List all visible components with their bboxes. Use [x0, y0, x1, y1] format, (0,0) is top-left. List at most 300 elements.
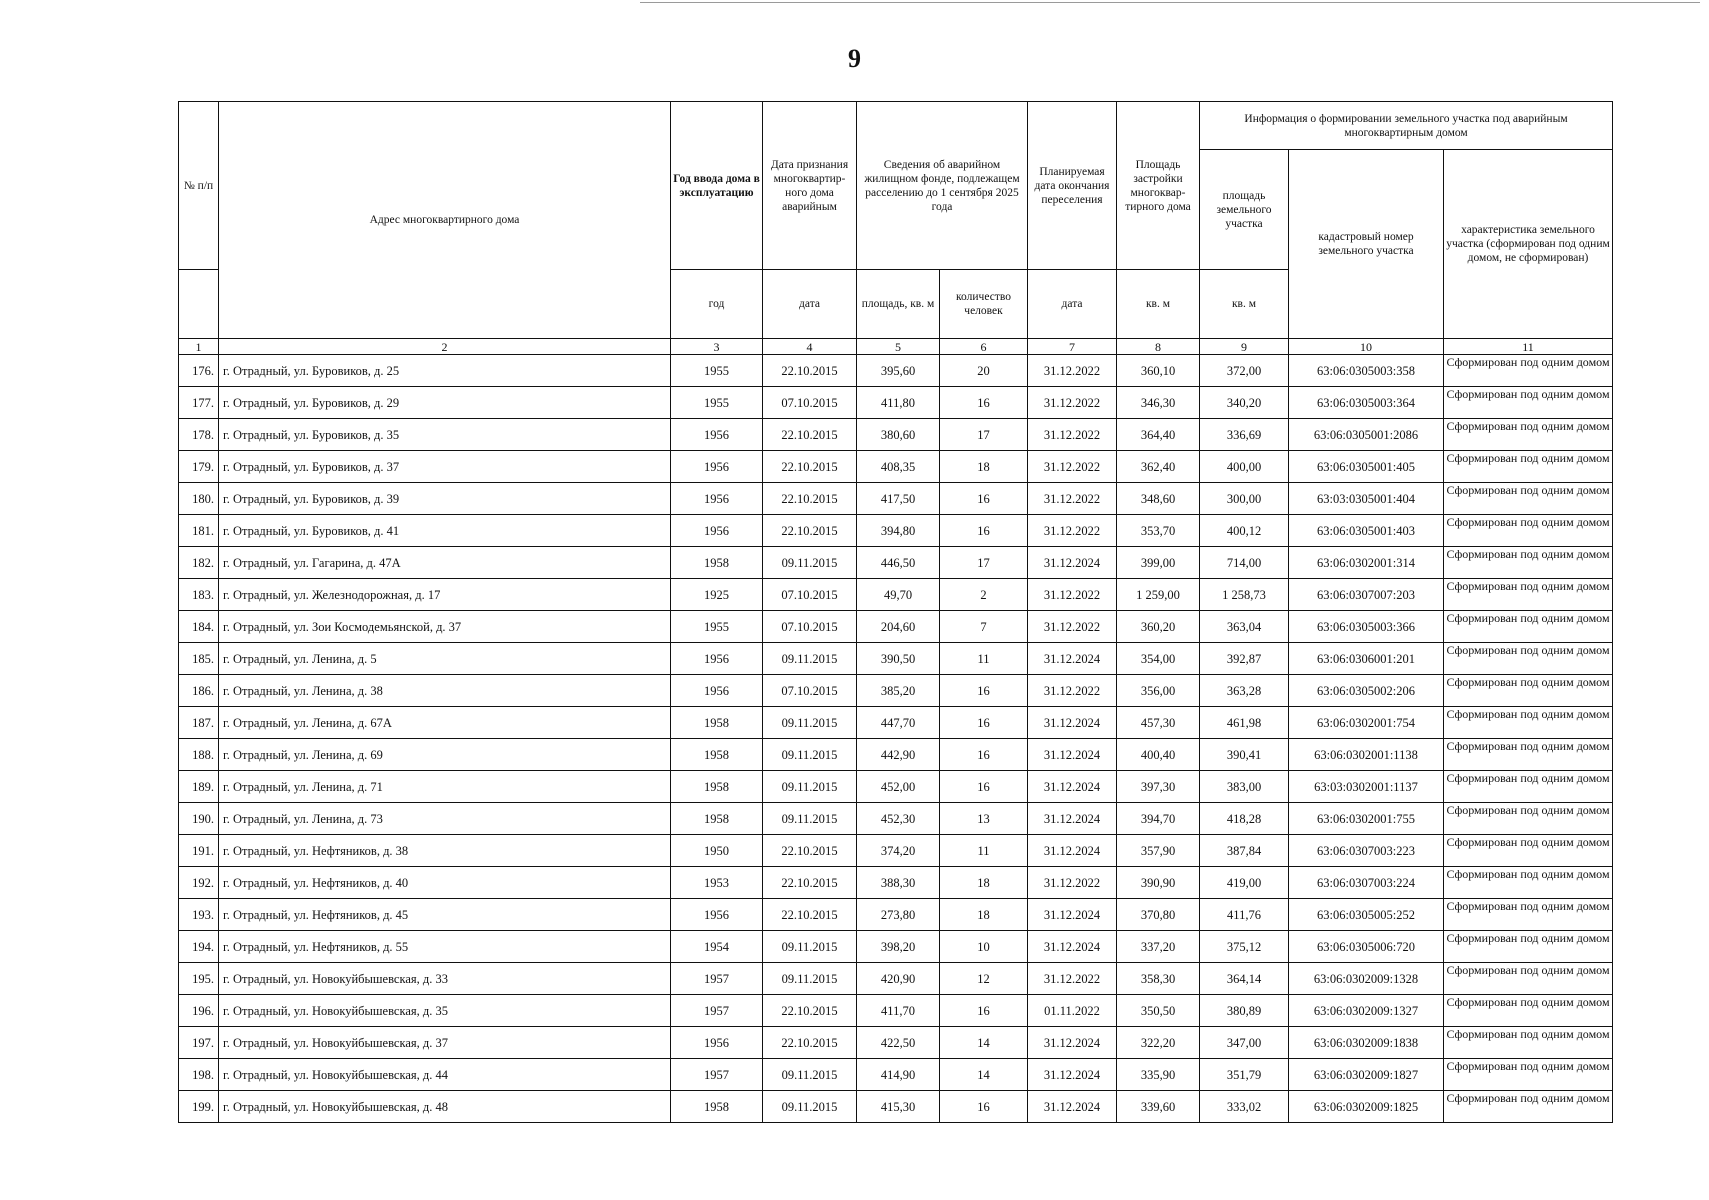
fund-area: 49,70: [857, 579, 940, 611]
planned-date: 31.12.2022: [1028, 675, 1117, 707]
year-built: 1958: [671, 803, 763, 835]
cadastral-number: 63:06:0307007:203: [1289, 579, 1444, 611]
land-status: Сформирован под одним домом: [1444, 515, 1613, 547]
table-row: [179, 515, 1613, 547]
emergency-date: 09.11.2015: [763, 547, 857, 579]
land-status: Сформирован под одним домом: [1444, 419, 1613, 451]
address: г. Отрадный, ул. Ленина, д. 5: [219, 643, 671, 675]
cadastral-number: 63:06:0302009:1827: [1289, 1059, 1444, 1091]
land-area: 351,79: [1200, 1059, 1289, 1091]
land-area: 714,00: [1200, 547, 1289, 579]
fund-area: 390,50: [857, 643, 940, 675]
emergency-date: 22.10.2015: [763, 515, 857, 547]
table-row: [179, 1027, 1613, 1059]
people-count: 18: [940, 451, 1028, 483]
building-area: 362,40: [1117, 451, 1200, 483]
cadastral-number: 63:06:0305001:405: [1289, 451, 1444, 483]
year-built: 1958: [671, 739, 763, 771]
fund-area: 395,60: [857, 355, 940, 387]
planned-date: 31.12.2024: [1028, 803, 1117, 835]
year-built: 1956: [671, 643, 763, 675]
year-built: 1958: [671, 1091, 763, 1123]
land-status: Сформирован под одним домом: [1444, 1091, 1613, 1123]
planned-date: 31.12.2022: [1028, 451, 1117, 483]
header-unit-land-sqm: кв. м: [1200, 270, 1289, 339]
planned-date: 31.12.2024: [1028, 835, 1117, 867]
header-unit-area: площадь, кв. м: [857, 270, 940, 339]
land-status: Сформирован под одним домом: [1444, 899, 1613, 931]
planned-date: 31.12.2024: [1028, 739, 1117, 771]
address: г. Отрадный, ул. Новокуйбышевская, д. 44: [219, 1059, 671, 1091]
cadastral-number: 63:06:0302009:1327: [1289, 995, 1444, 1027]
planned-date: 31.12.2022: [1028, 963, 1117, 995]
land-area: 400,12: [1200, 515, 1289, 547]
address: г. Отрадный, ул. Нефтяников, д. 40: [219, 867, 671, 899]
table-row: [179, 419, 1613, 451]
building-area: 397,30: [1117, 771, 1200, 803]
fund-area: 414,90: [857, 1059, 940, 1091]
building-area: 394,70: [1117, 803, 1200, 835]
fund-area: 447,70: [857, 707, 940, 739]
year-built: 1958: [671, 547, 763, 579]
row-number: 192.: [179, 867, 219, 899]
land-area: 340,20: [1200, 387, 1289, 419]
table-row: [179, 643, 1613, 675]
address: г. Отрадный, ул. Новокуйбышевская, д. 35: [219, 995, 671, 1027]
people-count: 14: [940, 1059, 1028, 1091]
people-count: 13: [940, 803, 1028, 835]
building-area: 360,10: [1117, 355, 1200, 387]
fund-area: 408,35: [857, 451, 940, 483]
year-built: 1956: [671, 419, 763, 451]
land-status: Сформирован под одним домом: [1444, 483, 1613, 515]
land-area: 347,00: [1200, 1027, 1289, 1059]
header-unit-year: год: [671, 270, 763, 339]
year-built: 1957: [671, 1059, 763, 1091]
land-status: Сформирован под одним домом: [1444, 643, 1613, 675]
year-built: 1955: [671, 355, 763, 387]
emergency-date: 22.10.2015: [763, 355, 857, 387]
address: г. Отрадный, ул. Буровиков, д. 41: [219, 515, 671, 547]
year-built: 1956: [671, 899, 763, 931]
building-area: 360,20: [1117, 611, 1200, 643]
row-number: 198.: [179, 1059, 219, 1091]
people-count: 17: [940, 547, 1028, 579]
land-area: 375,12: [1200, 931, 1289, 963]
address: г. Отрадный, ул. Буровиков, д. 39: [219, 483, 671, 515]
header-planned-date: Планируемая дата окончания переселения: [1028, 102, 1117, 270]
building-area: 335,90: [1117, 1059, 1200, 1091]
table-body: [179, 355, 1613, 1123]
address: г. Отрадный, ул. Ленина, д. 71: [219, 771, 671, 803]
year-built: 1955: [671, 387, 763, 419]
people-count: 16: [940, 995, 1028, 1027]
column-number: 1: [179, 339, 219, 355]
row-number: 186.: [179, 675, 219, 707]
land-status: Сформирован под одним домом: [1444, 963, 1613, 995]
address: г. Отрадный, ул. Ленина, д. 73: [219, 803, 671, 835]
address: г. Отрадный, ул. Ленина, д. 38: [219, 675, 671, 707]
row-number: 193.: [179, 899, 219, 931]
header-row-number: № п/п: [179, 102, 219, 270]
land-area: 300,00: [1200, 483, 1289, 515]
year-built: 1950: [671, 835, 763, 867]
address: г. Отрадный, ул. Новокуйбышевская, д. 37: [219, 1027, 671, 1059]
table-row: [179, 995, 1613, 1027]
land-status: Сформирован под одним домом: [1444, 835, 1613, 867]
table-row: [179, 803, 1613, 835]
cadastral-number: 63:06:0302001:314: [1289, 547, 1444, 579]
emergency-date: 07.10.2015: [763, 579, 857, 611]
people-count: 10: [940, 931, 1028, 963]
emergency-date: 07.10.2015: [763, 675, 857, 707]
planned-date: 31.12.2024: [1028, 1059, 1117, 1091]
column-number: 3: [671, 339, 763, 355]
emergency-date: 22.10.2015: [763, 835, 857, 867]
emergency-date: 09.11.2015: [763, 771, 857, 803]
column-number: 9: [1200, 339, 1289, 355]
planned-date: 31.12.2022: [1028, 387, 1117, 419]
fund-area: 442,90: [857, 739, 940, 771]
land-area: 418,28: [1200, 803, 1289, 835]
table-row: [179, 387, 1613, 419]
building-area: 339,60: [1117, 1091, 1200, 1123]
header-emergency-date: Дата признания многоквартир-ного дома аварийным: [763, 102, 857, 270]
row-number: 187.: [179, 707, 219, 739]
address: г. Отрадный, ул. Нефтяников, д. 38: [219, 835, 671, 867]
column-number: 4: [763, 339, 857, 355]
year-built: 1956: [671, 675, 763, 707]
row-number: 189.: [179, 771, 219, 803]
people-count: 16: [940, 739, 1028, 771]
building-area: 322,20: [1117, 1027, 1200, 1059]
land-status: Сформирован под одним домом: [1444, 931, 1613, 963]
header-land-plot-group: Информация о формировании земельного участка под аварийным многоквартирным домом: [1200, 102, 1613, 150]
land-status: Сформирован под одним домом: [1444, 547, 1613, 579]
emergency-date: 09.11.2015: [763, 963, 857, 995]
planned-date: 31.12.2022: [1028, 483, 1117, 515]
cadastral-number: 63:06:0306001:201: [1289, 643, 1444, 675]
building-area: 1 259,00: [1117, 579, 1200, 611]
planned-date: 01.11.2022: [1028, 995, 1117, 1027]
address: г. Отрадный, ул. Зои Космодемьянской, д. 37: [219, 611, 671, 643]
cadastral-number: 63:06:0305006:720: [1289, 931, 1444, 963]
row-number: 184.: [179, 611, 219, 643]
address: г. Отрадный, ул. Ленина, д. 69: [219, 739, 671, 771]
fund-area: 415,30: [857, 1091, 940, 1123]
people-count: 16: [940, 1091, 1028, 1123]
land-status: Сформирован под одним домом: [1444, 355, 1613, 387]
year-built: 1956: [671, 515, 763, 547]
building-area: 348,60: [1117, 483, 1200, 515]
emergency-date: 09.11.2015: [763, 707, 857, 739]
cadastral-number: 63:06:0302001:755: [1289, 803, 1444, 835]
planned-date: 31.12.2024: [1028, 1027, 1117, 1059]
header-land-characteristic: характеристика земельного участка (сформирован под одним домом, не сформирован): [1444, 150, 1613, 339]
planned-date: 31.12.2022: [1028, 867, 1117, 899]
land-area: 333,02: [1200, 1091, 1289, 1123]
address: г. Отрадный, ул. Новокуйбышевская, д. 33: [219, 963, 671, 995]
fund-area: 385,20: [857, 675, 940, 707]
column-number: 5: [857, 339, 940, 355]
year-built: 1954: [671, 931, 763, 963]
people-count: 16: [940, 515, 1028, 547]
land-area: 387,84: [1200, 835, 1289, 867]
land-area: 419,00: [1200, 867, 1289, 899]
land-status: Сформирован под одним домом: [1444, 675, 1613, 707]
fund-area: 273,80: [857, 899, 940, 931]
cadastral-number: 63:03:0302001:1137: [1289, 771, 1444, 803]
building-area: 399,00: [1117, 547, 1200, 579]
planned-date: 31.12.2024: [1028, 707, 1117, 739]
row-number: 185.: [179, 643, 219, 675]
planned-date: 31.12.2022: [1028, 355, 1117, 387]
cadastral-number: 63:06:0302001:754: [1289, 707, 1444, 739]
building-area: 350,50: [1117, 995, 1200, 1027]
address: г. Отрадный, ул. Буровиков, д. 37: [219, 451, 671, 483]
fund-area: 374,20: [857, 835, 940, 867]
cadastral-number: 63:06:0305003:366: [1289, 611, 1444, 643]
fund-area: 452,30: [857, 803, 940, 835]
land-status: Сформирован под одним домом: [1444, 1059, 1613, 1091]
building-area: 400,40: [1117, 739, 1200, 771]
people-count: 16: [940, 675, 1028, 707]
table-row: [179, 963, 1613, 995]
planned-date: 31.12.2024: [1028, 547, 1117, 579]
header-unit-people: количество человек: [940, 270, 1028, 339]
header-address: Адрес многоквартирного дома: [219, 102, 671, 339]
year-built: 1957: [671, 963, 763, 995]
row-number: 199.: [179, 1091, 219, 1123]
table-row: [179, 835, 1613, 867]
land-area: 390,41: [1200, 739, 1289, 771]
year-built: 1958: [671, 771, 763, 803]
emergency-date: 07.10.2015: [763, 611, 857, 643]
fund-area: 380,60: [857, 419, 940, 451]
people-count: 11: [940, 643, 1028, 675]
land-area: 364,14: [1200, 963, 1289, 995]
building-area: 346,30: [1117, 387, 1200, 419]
fund-area: 446,50: [857, 547, 940, 579]
building-area: 370,80: [1117, 899, 1200, 931]
address: г. Отрадный, ул. Железнодорожная, д. 17: [219, 579, 671, 611]
land-status: Сформирован под одним домом: [1444, 451, 1613, 483]
cadastral-number: 63:06:0302009:1838: [1289, 1027, 1444, 1059]
top-rule: [640, 2, 1700, 3]
people-count: 16: [940, 387, 1028, 419]
header-unit-empty: [179, 270, 219, 339]
land-area: 336,69: [1200, 419, 1289, 451]
cadastral-number: 63:06:0305001:403: [1289, 515, 1444, 547]
land-status: Сформирован под одним домом: [1444, 1027, 1613, 1059]
column-number: 2: [219, 339, 671, 355]
people-count: 17: [940, 419, 1028, 451]
table-row: [179, 867, 1613, 899]
row-number: 183.: [179, 579, 219, 611]
fund-area: 420,90: [857, 963, 940, 995]
people-count: 20: [940, 355, 1028, 387]
table-row: [179, 707, 1613, 739]
cadastral-number: 63:06:0307003:223: [1289, 835, 1444, 867]
cadastral-number: 63:06:0302009:1825: [1289, 1091, 1444, 1123]
address: г. Отрадный, ул. Буровиков, д. 25: [219, 355, 671, 387]
row-number: 195.: [179, 963, 219, 995]
table-row: [179, 1091, 1613, 1123]
address: г. Отрадный, ул. Нефтяников, д. 55: [219, 931, 671, 963]
table-row: [179, 739, 1613, 771]
emergency-date: 22.10.2015: [763, 867, 857, 899]
row-number: 182.: [179, 547, 219, 579]
cadastral-number: 63:06:0305003:364: [1289, 387, 1444, 419]
land-area: 461,98: [1200, 707, 1289, 739]
land-status: Сформирован под одним домом: [1444, 739, 1613, 771]
land-area: 363,04: [1200, 611, 1289, 643]
emergency-date: 09.11.2015: [763, 1059, 857, 1091]
emergency-date: 09.11.2015: [763, 931, 857, 963]
land-area: 383,00: [1200, 771, 1289, 803]
people-count: 16: [940, 483, 1028, 515]
row-number: 177.: [179, 387, 219, 419]
year-built: 1956: [671, 451, 763, 483]
emergency-date: 09.11.2015: [763, 643, 857, 675]
row-number: 180.: [179, 483, 219, 515]
land-area: 400,00: [1200, 451, 1289, 483]
emergency-date: 22.10.2015: [763, 995, 857, 1027]
planned-date: 31.12.2024: [1028, 771, 1117, 803]
building-area: 354,00: [1117, 643, 1200, 675]
row-number: 190.: [179, 803, 219, 835]
building-area: 358,30: [1117, 963, 1200, 995]
year-built: 1953: [671, 867, 763, 899]
fund-area: 388,30: [857, 867, 940, 899]
table-row: [179, 611, 1613, 643]
page-number: 9: [848, 44, 861, 73]
address: г. Отрадный, ул. Буровиков, д. 35: [219, 419, 671, 451]
emergency-date: 09.11.2015: [763, 1091, 857, 1123]
address: г. Отрадный, ул. Гагарина, д. 47А: [219, 547, 671, 579]
land-status: Сформирован под одним домом: [1444, 771, 1613, 803]
year-built: 1957: [671, 995, 763, 1027]
emergency-date: 09.11.2015: [763, 739, 857, 771]
cadastral-number: 63:06:0307003:224: [1289, 867, 1444, 899]
land-status: Сформирован под одним домом: [1444, 579, 1613, 611]
header-emergency-fund: Сведения об аварийном жилищном фонде, подлежащем расселению до 1 сентября 2025 года: [857, 102, 1028, 270]
row-number: 178.: [179, 419, 219, 451]
fund-area: 422,50: [857, 1027, 940, 1059]
column-number: 8: [1117, 339, 1200, 355]
land-area: 372,00: [1200, 355, 1289, 387]
column-number: 7: [1028, 339, 1117, 355]
header-building-area: Площадь застройки многоквар-тирного дома: [1117, 102, 1200, 270]
row-number: 181.: [179, 515, 219, 547]
cadastral-number: 63:06:0305003:358: [1289, 355, 1444, 387]
row-number: 179.: [179, 451, 219, 483]
land-area: 380,89: [1200, 995, 1289, 1027]
people-count: 11: [940, 835, 1028, 867]
people-count: 7: [940, 611, 1028, 643]
row-number: 196.: [179, 995, 219, 1027]
header-cadastral-number: кадастровый номер земельного участка: [1289, 150, 1444, 339]
people-count: 2: [940, 579, 1028, 611]
row-number: 194.: [179, 931, 219, 963]
year-built: 1955: [671, 611, 763, 643]
land-area: 1 258,73: [1200, 579, 1289, 611]
building-area: 353,70: [1117, 515, 1200, 547]
people-count: 14: [940, 1027, 1028, 1059]
table-row: [179, 355, 1613, 387]
emergency-date: 22.10.2015: [763, 419, 857, 451]
address: г. Отрадный, ул. Ленина, д. 67А: [219, 707, 671, 739]
building-area: 337,20: [1117, 931, 1200, 963]
column-number: 10: [1289, 339, 1444, 355]
year-built: 1958: [671, 707, 763, 739]
emergency-date: 09.11.2015: [763, 803, 857, 835]
land-status: Сформирован под одним домом: [1444, 803, 1613, 835]
header-year-built: Год ввода дома в эксплуатацию: [671, 102, 763, 270]
fund-area: 394,80: [857, 515, 940, 547]
row-number: 176.: [179, 355, 219, 387]
planned-date: 31.12.2022: [1028, 579, 1117, 611]
cadastral-number: 63:06:0305002:206: [1289, 675, 1444, 707]
land-area: 392,87: [1200, 643, 1289, 675]
planned-date: 31.12.2024: [1028, 899, 1117, 931]
table-row: [179, 579, 1613, 611]
row-number: 197.: [179, 1027, 219, 1059]
header-unit-date: дата: [763, 270, 857, 339]
fund-area: 452,00: [857, 771, 940, 803]
column-number: 11: [1444, 339, 1613, 355]
people-count: 16: [940, 707, 1028, 739]
planned-date: 31.12.2024: [1028, 931, 1117, 963]
building-area: 357,90: [1117, 835, 1200, 867]
cadastral-number: 63:06:0305001:2086: [1289, 419, 1444, 451]
table-row: [179, 1059, 1613, 1091]
year-built: 1956: [671, 483, 763, 515]
address: г. Отрадный, ул. Нефтяников, д. 45: [219, 899, 671, 931]
planned-date: 31.12.2022: [1028, 419, 1117, 451]
header-unit-plan-date: дата: [1028, 270, 1117, 339]
land-status: Сформирован под одним домом: [1444, 387, 1613, 419]
fund-area: 411,80: [857, 387, 940, 419]
people-count: 18: [940, 867, 1028, 899]
emergency-date: 22.10.2015: [763, 899, 857, 931]
row-number: 188.: [179, 739, 219, 771]
table-header: [179, 102, 1613, 355]
cadastral-number: 63:06:0302001:1138: [1289, 739, 1444, 771]
table-row: [179, 675, 1613, 707]
address: г. Отрадный, ул. Буровиков, д. 29: [219, 387, 671, 419]
building-area: 390,90: [1117, 867, 1200, 899]
fund-area: 411,70: [857, 995, 940, 1027]
building-area: 356,00: [1117, 675, 1200, 707]
cadastral-number: 63:03:0305001:404: [1289, 483, 1444, 515]
people-count: 12: [940, 963, 1028, 995]
emergency-housing-table: [178, 101, 1613, 1123]
building-area: 457,30: [1117, 707, 1200, 739]
land-area: 411,76: [1200, 899, 1289, 931]
emergency-date: 22.10.2015: [763, 1027, 857, 1059]
planned-date: 31.12.2022: [1028, 515, 1117, 547]
table-row: [179, 451, 1613, 483]
table-row: [179, 771, 1613, 803]
table-row: [179, 547, 1613, 579]
address: г. Отрадный, ул. Новокуйбышевская, д. 48: [219, 1091, 671, 1123]
land-status: Сформирован под одним домом: [1444, 611, 1613, 643]
planned-date: 31.12.2024: [1028, 1091, 1117, 1123]
header-land-area: площадь земельного участка: [1200, 150, 1289, 270]
column-number: 6: [940, 339, 1028, 355]
fund-area: 204,60: [857, 611, 940, 643]
